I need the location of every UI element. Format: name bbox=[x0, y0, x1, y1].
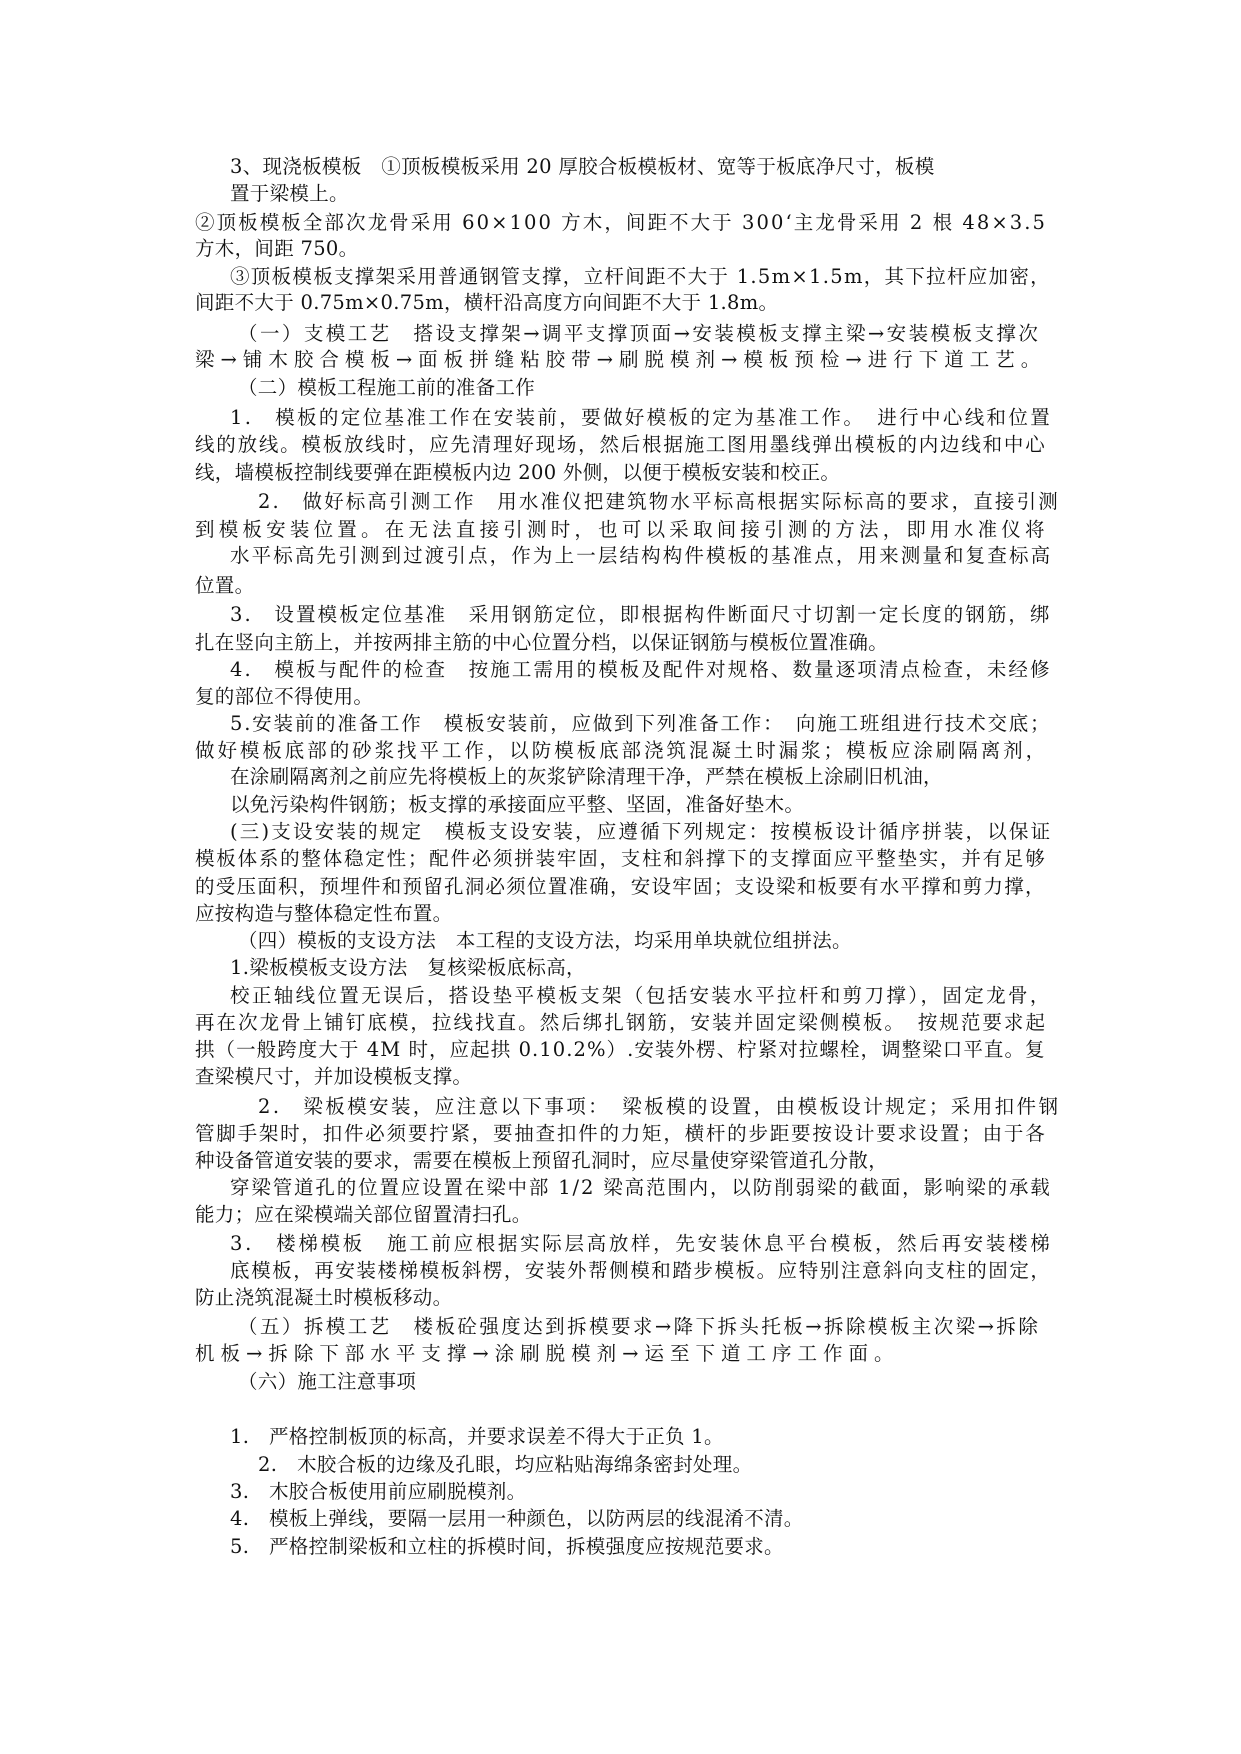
text-line: 线，墙模板控制线要弹在距模板内边 200 外侧，以便于模板安装和校正。 bbox=[195, 461, 841, 484]
text-line: 2. 木胶合板的边缘及孔眼，均应粘贴海绵条密封处理。 bbox=[258, 1453, 753, 1476]
text-line: 底模板，再安装楼梯模板斜楞，安装外帮侧模和踏步模板。应特别注意斜向支柱的固定， bbox=[230, 1259, 1052, 1282]
text-line: 穿梁管道孔的位置应设置在梁中部 1/2 梁高范围内，以防削弱梁的截面，影响梁的承载 bbox=[230, 1176, 1052, 1199]
text-line: 以免污染构件钢筋；板支撑的承接面应平整、坚固，准备好垫木。 bbox=[230, 793, 805, 816]
text-line: 水平标高先引测到过渡引点，作为上一层结构构件模板的基准点，用来测量和复查标高 bbox=[230, 544, 1053, 567]
text-line: 5. 严格控制梁板和立柱的拆模时间，拆模强度应按规范要求。 bbox=[230, 1535, 784, 1558]
text-line: （一）支模工艺 搭设支撑架→调平支撑顶面→安装模板支撑主梁→安装模板支撑次 bbox=[238, 322, 1041, 345]
text-line: 线的放线。模板放线时，应先清理好现场，然后根据施工图用墨线弹出模板的内边线和中心 bbox=[195, 433, 1047, 456]
text-line: 的受压面积，预埋件和预留孔洞必须位置准确，安设牢固；支设梁和板要有水平撑和剪力撑， bbox=[195, 875, 1046, 898]
text-line: （二）模板工程施工前的准备工作 bbox=[238, 376, 536, 399]
text-line: 4. 模板与配件的检查 按施工需用的模板及配件对规格、数量逐项清点检查，未经修 bbox=[230, 658, 1052, 681]
text-line: 3. 设置模板定位基准 采用钢筋定位，即根据构件断面尺寸切割一定长度的钢筋，绑 bbox=[230, 603, 1052, 626]
text-line: 管脚手架时，扣件必须要拧紧，要抽查扣件的力矩，横杆的步距要按设计要求设置；由于各 bbox=[195, 1122, 1047, 1145]
text-line: 能力；应在梁模端关部位留置清扫孔。 bbox=[195, 1203, 532, 1226]
text-line: （五）拆模工艺 楼板砼强度达到拆模要求→降下拆头托板→拆除模板主次梁→拆除 bbox=[238, 1315, 1041, 1338]
text-line: 5.安装前的准备工作 模板安装前，应做到下列准备工作： 向施工班组进行技术交底； bbox=[230, 712, 1052, 735]
text-line: 查梁模尺寸，并加设模板支撑。 bbox=[195, 1065, 473, 1088]
text-line: 校正轴线位置无误后，搭设垫平模板支架（包括安装水平拉杆和剪刀撑），固定龙骨， bbox=[230, 984, 1052, 1007]
text-line: 1. 模板的定位基准工作在安装前，要做好模板的定为基准工作。 进行中心线和位置 bbox=[230, 406, 1053, 429]
text-line: 模板体系的整体稳定性；配件必须拼装牢固，支柱和斜撑下的支撑面应平整垫实，并有足够 bbox=[195, 847, 1047, 870]
text-line: ③顶板模板支撑架采用普通钢管支撑，立杆间距不大于 1.5m×1.5m，其下拉杆应加密， bbox=[230, 265, 1051, 288]
text-line: 3、现浇板模板 ①顶板模板采用 20 厚胶合板模板材、宽等于板底净尺寸，板模 bbox=[230, 155, 935, 178]
text-line: 1.梁板模板支设方法 复核梁板底标高， bbox=[230, 956, 586, 979]
text-line: （四）模板的支设方法 本工程的支设方法，均采用单块就位组拼法。 bbox=[238, 929, 852, 952]
text-line: 间距不大于 0.75m×0.75m，横杆沿高度方向间距不大于 1.8m。 bbox=[195, 291, 779, 314]
text-line: 在涂刷隔离剂之前应先将模板上的灰浆铲除清理干净，严禁在模板上涂刷旧机油， bbox=[230, 765, 943, 788]
text-line: 4. 模板上弹线，要隔一层用一种颜色，以防两层的线混淆不清。 bbox=[230, 1507, 804, 1530]
text-line: 方木，间距 750。 bbox=[195, 237, 359, 260]
text-line: 应按构造与整体稳定性布置。 bbox=[195, 902, 453, 925]
text-line: 复的部位不得使用。 bbox=[195, 685, 374, 708]
text-line: 到模板安装位置。在无法直接引测时，也可以采取间接引测的方法，即用水准仪将 bbox=[195, 518, 1049, 541]
text-line: 机板→拆除下部水平支撑→涂刷脱模剂→运至下道工序工作面。 bbox=[195, 1342, 900, 1365]
text-line: 置于梁模上。 bbox=[230, 182, 349, 205]
text-line: （六）施工注意事项 bbox=[238, 1370, 417, 1393]
text-line: 种设备管道安装的要求，需要在模板上预留孔洞时，应尽量使穿梁管道孔分散， bbox=[195, 1149, 889, 1172]
text-line: 2. 做好标高引测工作 用水准仪把建筑物水平标高根据实际标高的要求，直接引测 bbox=[258, 490, 1060, 513]
text-line: 3. 木胶合板使用前应刷脱模剂。 bbox=[230, 1480, 527, 1503]
text-line: 位置。 bbox=[195, 574, 255, 597]
text-line: 2. 梁板模安装，应注意以下事项： 梁板模的设置，由模板设计规定；采用扣件钢 bbox=[258, 1095, 1061, 1118]
text-line: (三)支设安装的规定 模板支设安装，应遵循下列规定：按模板设计循序拼装，以保证 bbox=[230, 820, 1053, 843]
text-line: 防止浇筑混凝土时模板移动。 bbox=[195, 1286, 453, 1309]
text-line: 做好模板底部的砂浆找平工作，以防模板底部浇筑混凝土时漏浆；模板应涂刷隔离剂， bbox=[195, 739, 1049, 762]
text-line: 1. 严格控制板顶的标高，并要求误差不得大于正负 1。 bbox=[230, 1425, 724, 1448]
text-line: 再在次龙骨上铺钉底模，拉线找直。然后绑扎钢筋，安装并固定梁侧模板。 按规范要求起 bbox=[195, 1011, 1047, 1034]
text-line: 3. 楼梯模板 施工前应根据实际层高放样，先安装休息平台模板，然后再安装楼梯 bbox=[230, 1232, 1053, 1255]
text-line: 梁→铺木胶合模板→面板拼缝粘胶带→刷脱模剂→模板预检→进行下道工艺。 bbox=[195, 348, 1047, 371]
text-line: ②顶板模板全部次龙骨采用 60×100 方木，间距不大于 300‘主龙骨采用 2 根 48×3.5 bbox=[195, 211, 1048, 234]
text-line: 扎在竖向主筋上，并按两排主筋的中心位置分档，以保证钢筋与模板位置准确。 bbox=[195, 631, 889, 654]
text-line: 拱（一般跨度大于 4M 时，应起拱 0.10.2%）.安装外楞、柠紧对拉螺栓，调整梁口平直。复 bbox=[195, 1038, 1046, 1061]
